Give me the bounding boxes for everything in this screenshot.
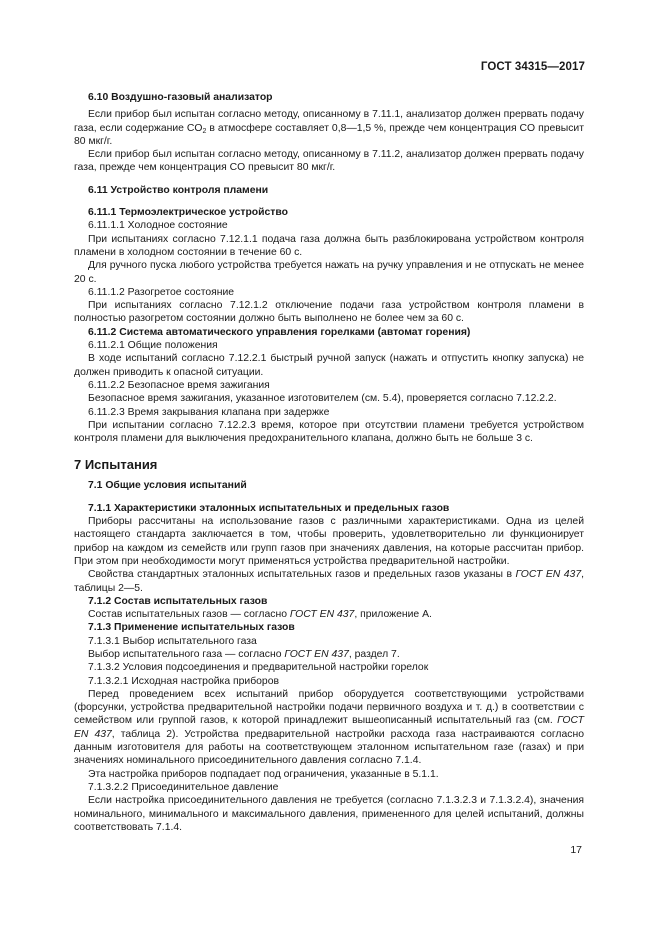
standard-reference: ГОСТ EN 437	[284, 648, 349, 660]
section-6-11-1-heading: 6.11.1 Термоэлектрическое устройство	[88, 207, 288, 219]
section-7-1-3-heading: 7.1.3 Применение испытательных газов	[88, 622, 295, 634]
paragraph: Приборы рассчитаны на использование газов с различными характеристиками. Одна из целей настоящего стандарта заключается в том, чтобы проверить, удовлетворительно ли функционирует прибор на каждом из семейств или групп газов при значениях давления, на которые рассчитан прибор. При этом при необходимости могут применяться устройства предварительной настройки.	[74, 516, 584, 567]
paragraph: Выбор испытательного газа — согласно ГОСТ EN 437, раздел 7.	[88, 648, 400, 660]
section-7-1-2-heading: 7.1.2 Состав испытательных газов	[88, 595, 268, 607]
paragraph: Безопасное время зажигания, указанное изготовителем (см. 5.4), проверяется согласно 7.12.2.2.	[88, 393, 557, 405]
paragraph: При испытании согласно 7.12.2.3 время, которое при отсутствии пламени требуется устройством контроля пламени для выключения предохранительного клапана, должно быть не больше 3 с.	[74, 419, 584, 445]
standard-reference: ГОСТ EN 437	[515, 569, 582, 581]
paragraph: Если прибор был испытан согласно методу, описанному в 7.11.1, анализатор должен прервать подачу газа, если содержание $CO_2$ в атмосфере составляет 0,8—1,5 %, прежде чем концентрация CO превысит 80 мкг/г.	[74, 109, 584, 147]
standard-reference: ГОСТ EN 437	[289, 609, 355, 621]
page-number: 17	[570, 844, 582, 856]
paragraph: Если прибор был испытан согласно методу, описанному в 7.11.2, анализатор должен прервать подачу газа, прежде чем концентрация CO превысит 80 мкг/г.	[74, 149, 584, 174]
subsection-heading: 6.11.2.2 Безопасное время зажигания	[88, 379, 270, 391]
paragraph: Свойства стандартных эталонных испытательных газов и предельных газов указаны в ГОСТ EN 437, таблицы 2—5.	[74, 569, 584, 594]
document-body	[74, 91, 584, 834]
paragraph: Для ручного пуска любого устройства требуется нажать на ручку управления и не отпускать не менее 20 с.	[74, 260, 584, 285]
subsection-heading: 7.1.3.1 Выбор испытательного газа	[88, 635, 257, 647]
subsection-heading: 6.11.1.2 Разогретое состояние	[88, 286, 235, 298]
subsection-heading: 6.11.2.1 Общие положения	[88, 340, 218, 352]
subsection-heading: 6.11.1.1 Холодное состояние	[88, 220, 228, 232]
paragraph: Если настройка присоединительного давления не требуется (согласно 7.1.3.2.3 и 7.1.3.2.4), значения номинального, минимального и максимального давления, примененного для целей испытаний, должны соответствовать 7.1.4.	[74, 795, 584, 833]
paragraph: При испытаниях согласно 7.12.1.2 отключение подачи газа устройством контроля пламени в полностью разогретом состоянии должно быть выполнено не более чем за 60 с.	[74, 300, 584, 325]
subsection-heading: 7.1.3.2 Условия подсоединения и предварительной настройки горелок	[88, 662, 429, 674]
section-7-1-1-heading: 7.1.1 Характеристики эталонных испытательных и предельных газов	[88, 502, 450, 514]
paragraph: Эта настройка приборов подпадает под ограничения, указанные в 5.1.1.	[88, 768, 439, 780]
subsection-heading: 6.11.2.3 Время закрывания клапана при задержке	[88, 406, 330, 418]
paragraph: При испытаниях согласно 7.12.1.1 подача газа должна быть разблокирована устройством контроля пламени в холодном состоянии в течение 60 с.	[74, 233, 584, 258]
section-7-1-heading: 7.1 Общие условия испытаний	[88, 480, 247, 492]
section-6-10-heading: 6.10 Воздушно-газовый анализатор	[88, 92, 273, 103]
paragraph: В ходе испытаний согласно 7.12.2.1 быстрый ручной запуск (нажать и отпустить кнопку запуска) не должен приводить к опасной ситуации.	[74, 353, 584, 378]
standard-header: ГОСТ 34315—2017	[480, 61, 585, 73]
subsection-heading: 7.1.3.2.2 Присоединительное давление	[88, 781, 279, 793]
section-7-heading: 7 Испытания	[74, 457, 158, 473]
paragraph: Состав испытательных газов — согласно ГОСТ EN 437, приложение А.	[88, 609, 432, 621]
standard-reference: ГОСТ EN 437	[74, 715, 584, 740]
section-6-11-heading: 6.11 Устройство контроля пламени	[88, 184, 269, 196]
paragraph: Перед проведением всех испытаний прибор оборудуется соответствующими устройствами (форсунки, устройства предварительной настройки подачи первичного воздуха и т. д.) в соответствии с семейством или группой газов, к которой принадлежит вышеописанный испытательный газ (см. ГОСТ EN 437, таблица 2). Устройства предварительной настройки расхода газа настраиваются согласно данным изготовителя для работы на соответствующем эталонном испытательном газе (газах) и при значениях номинального присоединительного давления согласно 7.1.4.	[74, 688, 584, 767]
subsection-heading: 7.1.3.2.1 Исходная настройка приборов	[88, 675, 280, 687]
section-6-11-2-heading: 6.11.2 Система автоматического управления горелками (автомат горения)	[88, 326, 471, 338]
